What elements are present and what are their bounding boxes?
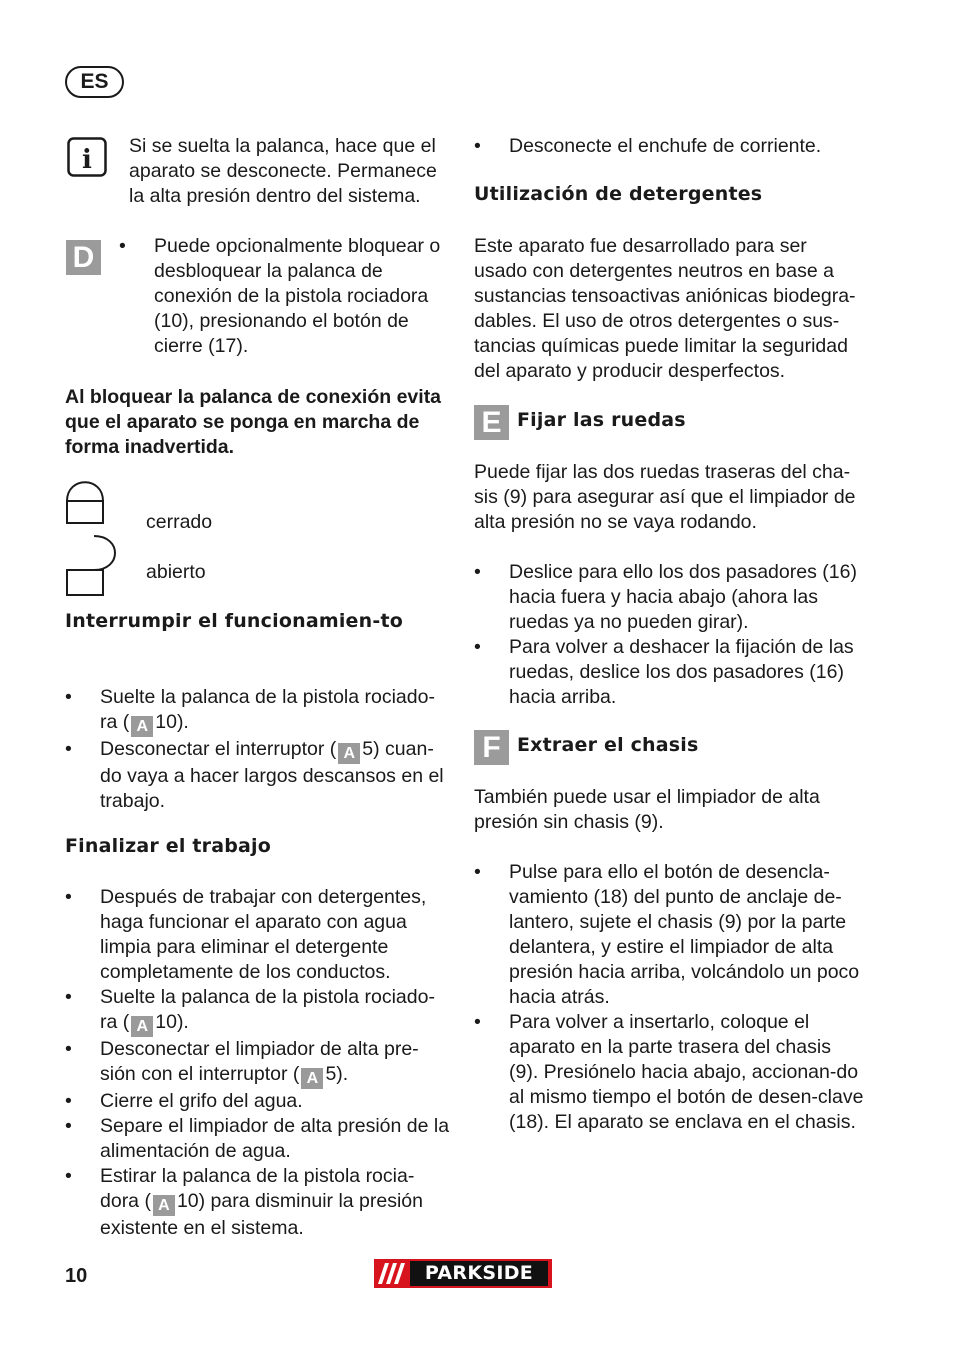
detergents-body: Este aparato fue desarrollado para ser usado con detergentes neutros en base a sustancias tensoactivas aniónicas biodegra-dables. El uso de otros detergentes o sus-tancias químicas puede limitar la seguridad del aparato y producir desperfectos. [474, 235, 856, 382]
section-marker-d: D [66, 240, 101, 275]
list-item: • Puede opcionalmente bloquear o desbloquear la palanca de conexión de la pistola rociadora (10), presionando el botón de cierre (17). [119, 234, 449, 359]
warning-text: Al bloquear la palanca de conexión evita que el aparato se ponga en marcha de forma inadvertida. [65, 386, 442, 458]
list-item: • Para volver a insertarlo, coloque el aparato en la parte trasera del chasis (9). Presiónelo hacia abajo, accionan-do al mismo tiempo el botón de desen-clave (18). El aparato se enclava en el chasis. [474, 1010, 864, 1135]
list-item: • Suelte la palanca de la pistola rociado-ra ( A 10). [65, 685, 450, 737]
heading-interrupt: Interrumpir el funcionamien-to [65, 610, 403, 632]
figure-ref-marker: A [338, 743, 360, 764]
info-note: Si se suelta la palanca, hace que el aparato se desconecte. Permanece la alta presión dentro del sistema. [129, 135, 437, 207]
chassis-list [474, 860, 864, 1135]
heading-wheels: Fijar las ruedas [517, 409, 686, 431]
language-badge: ES [65, 66, 124, 98]
list-item: • Desconectar el interruptor ( A 5) cuan-do vaya a hacer largos descansos en el trabajo. [65, 737, 450, 814]
lock-open-icon [67, 536, 115, 595]
parkside-logo [374, 1259, 552, 1288]
list-item: • Pulse para ello el botón de desencla-vamiento (18) del punto de anclaje de-lantero, sujete el chasis (9) por la parte delantera, y estire el limpiador de alta presión hacia arriba, volcándolo un poco hacia atrás. [474, 860, 864, 1010]
heading-detergents: Utilización de detergentes [474, 183, 763, 205]
list-item: • Estirar la palanca de la pistola rocia-dora ( A 10) para disminuir la presión existente en el sistema. [65, 1164, 450, 1241]
list-item: • Desconectar el limpiador de alta pre-sión con el interruptor ( A 5). [65, 1037, 450, 1089]
right-top-list [474, 134, 864, 159]
section-marker-e: E [474, 405, 509, 440]
lock-symbols [64, 480, 118, 598]
wheels-body: Puede fijar las dos ruedas traseras del cha-sis (9) para asegurar así que el limpiador de alta presión no se vaya rodando. [474, 461, 856, 533]
figure-ref-marker: A [301, 1068, 323, 1089]
figure-ref-marker: A [131, 716, 153, 737]
list-item: • Separe el limpiador de alta presión de la alimentación de agua. [65, 1114, 450, 1164]
logo-stripes-icon [378, 1263, 408, 1284]
wheels-list [474, 560, 864, 710]
finish-list [65, 885, 450, 1241]
lock-open-label: abierto [146, 561, 206, 583]
list-item: • Desconecte el enchufe de corriente. [474, 134, 864, 159]
logo-text: PARKSIDE [410, 1261, 548, 1286]
section-d-list [119, 234, 449, 359]
lock-closed-label: cerrado [146, 511, 213, 533]
svg-text:i: i [82, 145, 92, 175]
figure-ref-marker: A [131, 1016, 153, 1037]
section-marker-f: F [474, 730, 509, 765]
heading-finish: Finalizar el trabajo [65, 835, 272, 857]
list-item: • Suelte la palanca de la pistola rociado-ra ( A 10). [65, 985, 450, 1037]
list-item: • Cierre el grifo del agua. [65, 1089, 450, 1114]
list-item: • Para volver a deshacer la fijación de las ruedas, deslice los dos pasadores (16) hacia arriba. [474, 635, 864, 710]
info-icon [67, 137, 107, 177]
list-item: • Después de trabajar con detergentes, haga funcionar el aparato con agua limpia para eliminar el detergente completamente de los conductos. [65, 885, 450, 985]
list-item: • Deslice para ello los dos pasadores (16) hacia fuera y hacia abajo (ahora las ruedas ya no pueden girar). [474, 560, 864, 635]
heading-chassis: Extraer el chasis [517, 734, 699, 756]
page-number: 10 [65, 1265, 88, 1287]
interrupt-list [65, 685, 450, 814]
lock-closed-icon [67, 482, 103, 523]
chassis-body: También puede usar el limpiador de alta presión sin chasis (9). [474, 786, 820, 833]
figure-ref-marker: A [153, 1195, 175, 1216]
